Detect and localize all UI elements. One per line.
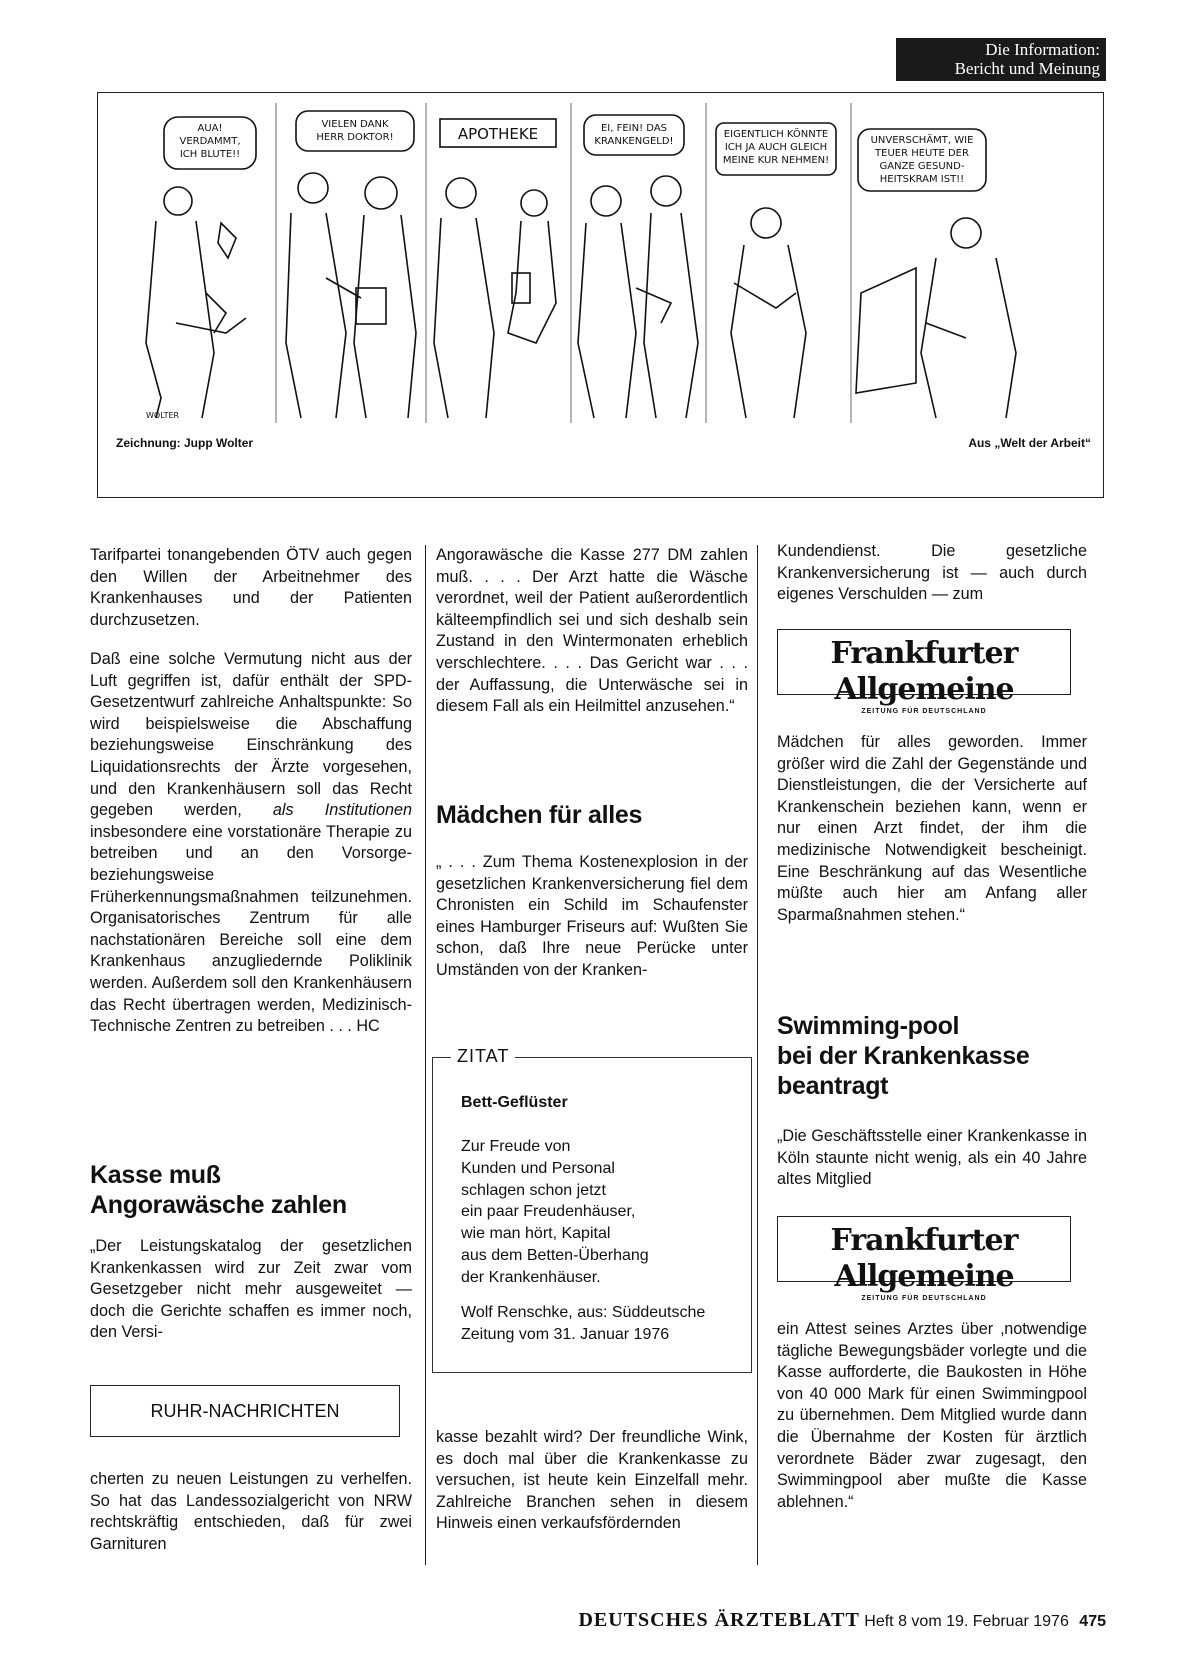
zitat-box — [432, 1046, 752, 1373]
column-3-p3 — [777, 1126, 1087, 1191]
cartoon-panel-6 — [856, 129, 1016, 418]
zitat-line-1: Zur Freude von — [461, 1138, 571, 1155]
column-1 — [90, 545, 412, 631]
zitat-line-2: Kunden und Personal — [461, 1159, 615, 1177]
speech-1-line-3: ICH BLUTE!! — [179, 149, 241, 160]
speech-6-line-4: HEITSKRAM IST!! — [879, 174, 965, 185]
zitat-poem — [461, 1136, 649, 1289]
heading-swimming-line-2: bei der Krankenkasse — [777, 1042, 1030, 1070]
column-1-p4 — [90, 1469, 412, 1555]
cartoon-panel-3 — [434, 119, 556, 418]
zitat-line-7: der Krankenhäuser. — [461, 1268, 601, 1286]
speech-2-line-2: HERR DOKTOR! — [316, 132, 394, 143]
zitat-line-4: ein paar Freudenhäuser, — [461, 1203, 636, 1221]
col3-paragraph-3: „Die Geschäftsstelle einer Krankenkasse in Köln staunte nicht wenig, als ein 40 Jahre altes Mitglied — [777, 1127, 1087, 1189]
speech-6-line-2: TEUER HEUTE DER — [875, 148, 969, 159]
heading-maedchen: Mädchen für alles — [436, 801, 643, 829]
col1-paragraph-2-emphasis: als Institutionen — [272, 801, 412, 820]
col3-paragraph-2: Mädchen für alles geworden. Immer größer wird die Zahl der Gegenstände und Dienstleistungen, die der Versicherte auf Krankenschein beziehen kann, wenn er nur einen Arzt findet, der ihm die medizinische Notwendigkeit bescheinigt. Eine Beschränkung auf das Wesentliche müßte auch hier am Anfang aller Sparmaßnahmen stehen.“ — [777, 733, 1087, 924]
zitat-title: Bett-Geflüster — [461, 1094, 568, 1111]
col2-paragraph-1: Angorawäsche die Kasse 277 DM zahlen muß. . . . Der Arzt hatte die Wäsche verordnet, weil der Patient außerordentlich kälteempfindlich sei und sich deshalb sein Zustand in den Wintermonaten erheblich verschlechtere. . . . Das Gericht war . . . der Auffassung, die Unterwäsche sei in diesem Fall als ein Heilmittel anzusehen.“ — [436, 546, 748, 716]
page-footer — [578, 1609, 1106, 1632]
cartoon-credit-left: Zeichnung: Jupp Wolter — [116, 436, 254, 450]
col1-paragraph-3: „Der Leistungskatalog der gesetzlichen Krankenkassen wird zur Zeit zwar vom Gesetzgeber nicht mehr ausgeweitet — doch die Gerichte schaffen es immer noch, den Versi- — [90, 1237, 412, 1342]
zitat-source: Wolf Renschke, aus: Süddeutsche Zeitung vom 31. Januar 1976 — [461, 1304, 706, 1343]
footer-brand: DEUTSCHES ÄRZTEBLATT — [578, 1609, 860, 1631]
col2-paragraph-2: „ . . . Zum Thema Kostenexplosion in der gesetzlichen Krankenversicherung fiel dem Chronisten ein Schild im Schaufenster eines Hamburger Friseurs auf: Wußten Sie schon, daß Ihre neue Perücke unter Umständen von der Kranken- — [436, 853, 748, 979]
column-2 — [436, 545, 748, 718]
cartoon-panel-4 — [578, 115, 698, 418]
col2-paragraph-3: kasse bezahlt wird? Der freundliche Wink, es doch mal über die Krankenkasse zu versuchen, ist heute kein Einzelfall mehr. Zahlreiche Branchen sehen in diesem Hinweis einen verkaufsfördernden — [436, 1428, 748, 1533]
cartoon-panel-5 — [716, 123, 836, 418]
col3-paragraph-4: ein Attest seines Arztes über ‚notwendige tägliche Bewegungsbäder vorlegte und die Kasse aufforderte, die Baukosten in Höhe von 40 000 Mark für einen Swimmingpool zu übernehmen. Dem Mitglied wurde dann die Übernahme der Kosten für ärztlich verordnete Bäder zwar zugesagt, den Swimmingpool aber mußte die Kasse ablehnen.“ — [777, 1320, 1087, 1511]
section-tag-line-1: Die Information: — [985, 40, 1100, 59]
cartoon-signature: WOLTER — [146, 411, 180, 420]
heading-swimming-pool — [777, 1011, 1087, 1101]
column-2-p3 — [436, 1427, 748, 1535]
col1-paragraph-2-b: insbesondere eine vorstationäre Therapie zu betreiben und an den Vorsorge- beziehungsweise Früherkennungsmaßnahmen teilzunehmen. Organisatorisches Zentrum für alle nachstationären Bereiche soll eine dem Krankenhaus anzugliedernde Poliklinik werden. Außerdem soll den Krankenhäusern das Recht übertragen werden, Medizinisch-Technische Zentren zu betreiben . . . HC — [90, 822, 412, 1036]
cartoon-panel-2 — [286, 111, 416, 418]
column-rule-2 — [757, 545, 758, 1565]
zitat-line-3: schlagen schon jetzt — [461, 1181, 606, 1199]
pharmacy-sign: APOTHEKE — [457, 125, 539, 143]
section-tag-line-2: Bericht und Meinung — [954, 59, 1100, 78]
speech-6-line-1: UNVERSCHÄMT, WIE — [870, 135, 974, 146]
faz-logo-2-title: Frankfurter Allgemeine — [830, 1223, 1018, 1294]
col1-paragraph-2 — [90, 649, 412, 1038]
faz-logo-2 — [777, 1216, 1071, 1302]
footer-page-number: 475 — [1079, 1613, 1106, 1630]
heading-kasse-line-2: Angorawäsche zahlen — [90, 1191, 347, 1219]
faz-logo-2-sub: ZEITUNG FÜR DEUTSCHLAND — [861, 1295, 987, 1302]
column-3 — [777, 541, 1087, 606]
zitat-label: ZITAT — [451, 1046, 515, 1067]
speech-5-line-2: ICH JA AUCH GLEICH — [724, 142, 828, 153]
speech-5-line-3: MEINE KUR NEHMEN! — [722, 155, 830, 166]
speech-1-line-2: VERDAMMT, — [179, 136, 241, 147]
heading-swimming-line-1: Swimming-pool — [777, 1012, 960, 1040]
cartoon-strip — [116, 93, 1086, 473]
section-tag — [896, 38, 1106, 81]
speech-2-line-1: VIELEN DANK — [321, 119, 389, 130]
column-1-body — [90, 649, 412, 1038]
footer-issue: Heft 8 vom 19. Februar 1976 — [864, 1613, 1069, 1630]
faz-logo-1-title: Frankfurter Allgemeine — [830, 636, 1018, 707]
speech-6-line-3: GANZE GESUND- — [879, 161, 965, 172]
col3-paragraph-1: Kundendienst. Die gesetzliche Krankenversicherung ist — auch durch eigenes Verschulden — zum — [777, 542, 1087, 604]
cartoon-frame — [97, 92, 1104, 498]
heading-kasse — [90, 1160, 420, 1220]
cartoon-panel-1 — [146, 117, 256, 420]
column-1-p3 — [90, 1236, 412, 1344]
column-2-p2 — [436, 852, 748, 982]
speech-4-line-1: EI, FEIN! DAS — [600, 123, 668, 134]
heading-swimming-line-3: beantragt — [777, 1072, 889, 1100]
col1-paragraph-1: Tarifpartei tonangebenden ÖTV auch gegen den Willen der Arbeitnehmer des Krankenhauses und der Patienten durchzusetzen. — [90, 546, 412, 629]
zitat-line-5: wie man hört, Kapital — [461, 1225, 611, 1243]
column-3-p4 — [777, 1319, 1087, 1513]
heading-kasse-line-1: Kasse muß — [90, 1161, 221, 1189]
source-ruhr-nachrichten: RUHR-NACHRICHTEN — [90, 1385, 400, 1437]
speech-5-line-1: EIGENTLICH KÖNNTE — [723, 129, 829, 140]
col1-paragraph-4: cherten zu neuen Leistungen zu verhelfen. So hat das Landessozialgericht von NRW rechtskräftig entschieden, daß für zwei Garnituren — [90, 1470, 412, 1553]
column-3-p2 — [777, 732, 1087, 926]
faz-logo-1 — [777, 629, 1071, 715]
cartoon-credit-right: Aus „Welt der Arbeit“ — [968, 436, 1091, 450]
zitat-line-6: aus dem Betten-Überhang — [461, 1246, 649, 1264]
speech-4-line-2: KRANKENGELD! — [594, 136, 674, 147]
column-rule-1 — [425, 545, 426, 1565]
speech-1-line-1: AUA! — [197, 123, 223, 134]
col1-paragraph-2-a: Daß eine solche Vermutung nicht aus der Luft gegriffen ist, dafür enthält der SPD-Gesetzentwurf zahlreiche Anhaltspunkte: So wird beispielsweise die Abschaffung beziehungsweise Einschränkung des Liquidationsrechts der Ärzte vorgesehen, und den Krankenhäusern soll das Recht gegeben werden, — [90, 650, 412, 820]
faz-logo-1-sub: ZEITUNG FÜR DEUTSCHLAND — [861, 708, 987, 715]
